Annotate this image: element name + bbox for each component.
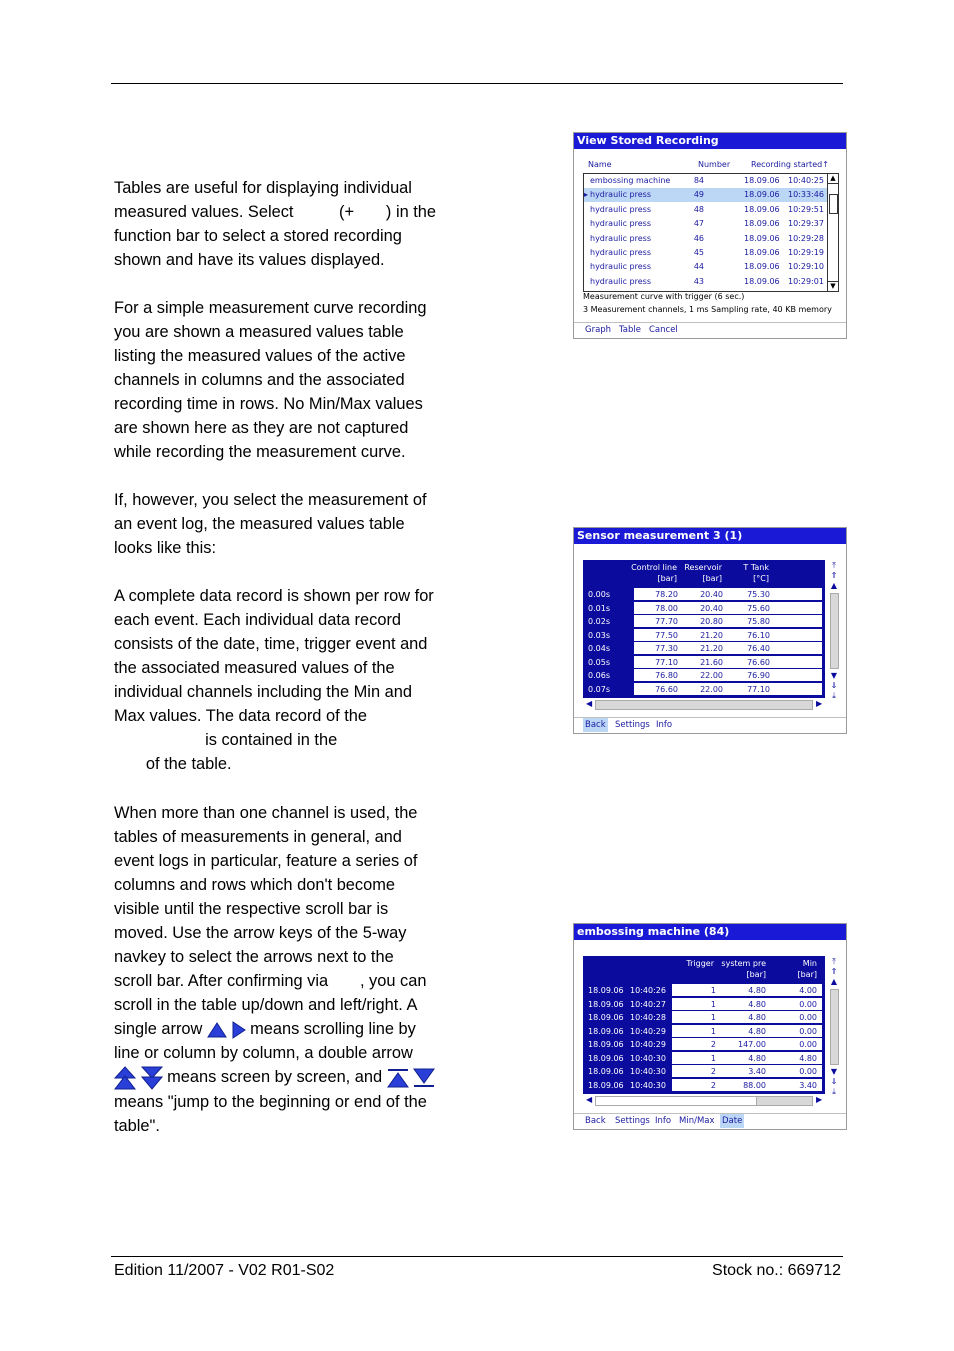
- text-line: columns and rows which don't become: [114, 876, 396, 894]
- table-row[interactable]: [584, 1065, 824, 1078]
- cell-value: 77.30: [655, 644, 678, 653]
- function-min-max-button[interactable]: Min/Max: [679, 1116, 715, 1126]
- cell-name: hydraulic press: [590, 262, 651, 272]
- cell-value: 4.80: [748, 1013, 766, 1022]
- function-bar: [574, 322, 846, 337]
- cell-number: 44: [693, 262, 704, 272]
- table-row[interactable]: [584, 615, 824, 628]
- cell-date: 18.09.06: [744, 176, 780, 185]
- column-header: [°C]: [753, 574, 769, 583]
- text-line: looks like this:: [114, 539, 217, 557]
- row-values: [634, 588, 822, 601]
- text-line: scroll bar. After confirming via , you can: [114, 972, 427, 990]
- cell-value: 20.40: [700, 590, 723, 599]
- scroll-up-icon[interactable]: ▲: [828, 174, 838, 184]
- row-values: [634, 602, 822, 615]
- row-values: [672, 1079, 822, 1092]
- row-values: [672, 1065, 822, 1078]
- jump-top-icon[interactable]: ⤒: [832, 561, 836, 570]
- text-line: while recording the measurement curve.: [114, 443, 406, 461]
- row-values: [672, 1052, 822, 1065]
- text-line: an event log, the measured values table: [114, 515, 405, 533]
- column-header: [bar]: [797, 970, 817, 979]
- function-cancel-button[interactable]: Cancel: [649, 325, 678, 335]
- cell-number: 45: [693, 248, 704, 257]
- list-item[interactable]: [584, 174, 827, 188]
- vertical-scrollbar[interactable]: [827, 174, 838, 291]
- row-label: 0.07s: [588, 684, 610, 694]
- text-line: is contained in the: [114, 731, 338, 749]
- jump-to-beginning-icon: [387, 1068, 409, 1088]
- cell-value: 1: [710, 1013, 716, 1022]
- double-arrow-up-icon: [114, 1066, 136, 1090]
- cell-value: 22.00: [700, 671, 723, 680]
- function-settings-button[interactable]: Settings: [615, 1116, 650, 1126]
- arrow-right-icon: [232, 1021, 246, 1039]
- function-settings-button[interactable]: Settings: [615, 720, 650, 730]
- cell-value: 1: [710, 1026, 716, 1036]
- column-header: T Tank: [743, 563, 769, 572]
- double-arrow-down-icon: [141, 1066, 163, 1090]
- row-label: 18.09.06: [588, 1067, 624, 1076]
- cell-value: 4.80: [748, 986, 766, 995]
- text-line: shown and have its values displayed.: [114, 251, 385, 269]
- cell-time: 10:29:51: [788, 204, 824, 214]
- column-header: Control line: [631, 563, 677, 572]
- cell-value: 1: [710, 986, 716, 995]
- cell-value: 1: [710, 1053, 716, 1063]
- cell-value: 4.00: [799, 986, 817, 995]
- cell-time: 10:40:25: [788, 176, 824, 185]
- screen-title: View Stored Recording: [574, 133, 846, 149]
- text-line: scroll in the table up/down and left/right. A: [114, 996, 418, 1014]
- cell-date: 18.09.06: [744, 233, 780, 243]
- jump-to-end-icon: [413, 1068, 435, 1088]
- text-line: channels in columns and the associated: [114, 371, 405, 389]
- row-values: [672, 984, 822, 997]
- table-row[interactable]: [584, 1079, 824, 1092]
- row-label: 10:40:26: [630, 986, 666, 995]
- column-header: [bar]: [702, 574, 722, 583]
- function-bar: [574, 717, 846, 732]
- row-label: 18.09.06: [588, 986, 624, 995]
- scroll-left-icon[interactable]: ◀: [586, 1095, 593, 1104]
- horizontal-scroll-thumb[interactable]: [596, 1097, 757, 1105]
- cell-name: embossing machine: [590, 176, 671, 185]
- cell-value: 76.40: [747, 644, 770, 653]
- cell-value: 147.00: [738, 1040, 766, 1049]
- paragraph-3: [114, 488, 474, 560]
- row-label: 10:40:27: [630, 999, 666, 1009]
- row-values: [672, 1025, 822, 1038]
- cell-value: 21.20: [700, 644, 723, 653]
- cell-time: 10:29:01: [788, 276, 824, 286]
- text-line: Max values. The data record of the: [114, 707, 367, 725]
- horizontal-scrollbar[interactable]: [595, 700, 813, 710]
- column-header: Min: [802, 959, 817, 968]
- cell-value: 3.40: [799, 1080, 817, 1090]
- horizontal-scrollbar[interactable]: [595, 1096, 813, 1106]
- text-line: consists of the date, time, trigger event and: [114, 635, 428, 653]
- text-line: visible until the respective scroll bar is: [114, 900, 389, 918]
- row-values: [634, 615, 822, 628]
- function-bar: [574, 1113, 846, 1128]
- view-stored-recording-screen: [573, 132, 847, 339]
- function-table-button[interactable]: Table: [619, 325, 641, 335]
- text-line: recording time in rows. No Min/Max values: [114, 395, 423, 413]
- row-label: 10:40:28: [630, 1013, 666, 1022]
- cell-time: 10:29:28: [788, 233, 824, 243]
- column-header: [bar]: [746, 970, 766, 979]
- cell-date: 18.09.06: [744, 262, 780, 272]
- cell-value: 2: [710, 1040, 716, 1049]
- cell-number: 48: [693, 204, 704, 214]
- row-label: 10:40:30: [630, 1053, 666, 1063]
- cell-value: 77.50: [655, 630, 678, 640]
- list-item[interactable]: [584, 275, 827, 289]
- event-log-screen: [573, 923, 847, 1130]
- cell-name: hydraulic press: [590, 276, 651, 286]
- recording-list[interactable]: [583, 173, 839, 292]
- text-line: A complete data record is shown per row for: [114, 587, 434, 605]
- cell-time: 10:29:19: [788, 248, 824, 257]
- row-values: [634, 656, 822, 669]
- cell-number: 84: [693, 176, 704, 185]
- cell-value: 4.80: [748, 1053, 766, 1063]
- cell-time: 10:33:46: [788, 190, 824, 200]
- column-header-name: Name: [588, 160, 612, 169]
- column-header: [bar]: [657, 574, 677, 583]
- paragraph-1: [114, 176, 474, 272]
- function-info-button[interactable]: Info: [655, 1116, 672, 1126]
- table-row[interactable]: [584, 629, 824, 642]
- row-label: 0.04s: [588, 644, 610, 653]
- row-label: 10:40:30: [630, 1080, 666, 1090]
- page-down-icon[interactable]: ⇓: [830, 1077, 838, 1086]
- cell-value: 20.40: [700, 603, 723, 613]
- row-values: [672, 1038, 822, 1051]
- cell-value: 0.00: [799, 999, 817, 1009]
- page-up-icon[interactable]: ⇑: [830, 967, 838, 976]
- list-item[interactable]: [584, 203, 827, 217]
- cell-value: 4.80: [748, 1026, 766, 1036]
- cell-number: 47: [693, 219, 704, 229]
- jump-top-icon[interactable]: ⤒: [832, 957, 836, 966]
- cell-value: 77.10: [655, 657, 678, 667]
- cell-value: 77.10: [747, 684, 770, 694]
- cell-value: 20.80: [700, 617, 723, 626]
- list-item[interactable]: [584, 246, 827, 260]
- cell-value: 2: [710, 1080, 716, 1090]
- text-line: of the table.: [114, 755, 232, 773]
- function-back-button[interactable]: Back: [585, 1116, 606, 1126]
- paragraph-2: [114, 296, 474, 464]
- table-row[interactable]: [584, 1011, 824, 1024]
- table-row[interactable]: [584, 1025, 824, 1038]
- cell-date: 18.09.06: [744, 204, 780, 214]
- table-row[interactable]: [584, 669, 824, 682]
- table-row[interactable]: [584, 602, 824, 615]
- row-label: 18.09.06: [588, 1080, 624, 1090]
- line-down-icon[interactable]: ▼: [830, 671, 838, 680]
- text-line: navkey to select the arrows next to the: [114, 948, 394, 966]
- table-row[interactable]: [584, 588, 824, 601]
- text-line: measured values. Select (+ ) in the: [114, 203, 437, 221]
- cell-value: 77.70: [655, 617, 678, 626]
- vertical-scroll-track[interactable]: [830, 593, 839, 669]
- cell-name: hydraulic press: [590, 233, 651, 243]
- cell-time: 10:29:37: [788, 219, 824, 229]
- column-header-started: Recording started↑: [751, 160, 829, 169]
- list-item[interactable]: [584, 260, 827, 274]
- cell-value: 4.80: [748, 999, 766, 1009]
- cell-value: 1: [710, 999, 716, 1009]
- line-down-icon[interactable]: ▼: [830, 1067, 838, 1076]
- row-values: [634, 629, 822, 642]
- cell-date: 18.09.06: [744, 190, 780, 200]
- screen-title: Sensor measurement 3 (1): [574, 528, 846, 544]
- cell-value: 0.00: [799, 1013, 817, 1022]
- function-info-button[interactable]: Info: [656, 720, 673, 730]
- measured-values-table[interactable]: [583, 560, 825, 698]
- text-line: Tables are useful for displaying individual: [114, 179, 412, 197]
- row-label: 0.06s: [588, 671, 610, 680]
- text-line: function bar to select a stored recording: [114, 227, 402, 245]
- cell-value: 76.60: [655, 684, 678, 694]
- cell-value: 4.80: [799, 1053, 817, 1063]
- cell-value: 75.60: [747, 603, 770, 613]
- cell-date: 18.09.06: [744, 276, 780, 286]
- cell-number: 49: [693, 190, 704, 200]
- jump-bottom-icon[interactable]: ⤓: [832, 691, 836, 700]
- scroll-right-icon[interactable]: ▶: [816, 699, 823, 708]
- header-rule: [111, 83, 843, 84]
- cell-name: hydraulic press: [590, 190, 651, 200]
- row-values: [634, 683, 822, 696]
- row-values: [634, 669, 822, 682]
- row-values: [672, 1011, 822, 1024]
- row-label: 0.00s: [588, 590, 610, 599]
- row-label: 18.09.06: [588, 999, 624, 1009]
- recording-info-1: Measurement curve with trigger (6 sec.): [583, 292, 745, 301]
- text-line: If, however, you select the measurement of: [114, 491, 427, 509]
- scroll-left-icon[interactable]: ◀: [586, 699, 593, 708]
- table-row[interactable]: [584, 998, 824, 1011]
- footer-rule: [111, 1256, 843, 1257]
- cell-value: 0.00: [799, 1067, 817, 1076]
- row-label: 0.03s: [588, 630, 610, 640]
- event-log-table[interactable]: [583, 956, 825, 1094]
- table-row[interactable]: [584, 984, 824, 997]
- page-up-icon[interactable]: ⇑: [830, 571, 838, 580]
- line-up-icon[interactable]: ▲: [830, 581, 838, 590]
- scroll-right-icon[interactable]: ▶: [816, 1095, 823, 1104]
- column-header-number: Number: [698, 160, 731, 169]
- line-up-icon[interactable]: ▲: [830, 977, 838, 986]
- cell-number: 46: [693, 233, 704, 243]
- cell-value: 88.00: [743, 1080, 766, 1090]
- page-down-icon[interactable]: ⇓: [830, 681, 838, 690]
- table-scroll-arrows[interactable]: [828, 561, 840, 700]
- cell-time: 10:29:10: [788, 262, 824, 272]
- column-header: Reservoir: [684, 563, 722, 572]
- row-label: 0.05s: [588, 657, 610, 667]
- list-item[interactable]: [584, 232, 827, 246]
- cell-value: 21.60: [700, 657, 723, 667]
- jump-bottom-icon[interactable]: ⤓: [832, 1087, 836, 1096]
- screen-title: embossing machine (84): [574, 924, 846, 940]
- footer-stock-number: Stock no.: 669712: [712, 1262, 841, 1279]
- cell-value: 75.30: [747, 590, 770, 599]
- cell-date: 18.09.06: [744, 248, 780, 257]
- paragraph-5: [114, 801, 474, 1017]
- text-line: you are shown a measured values table: [114, 323, 404, 341]
- text-line: tables of measurements in general, and: [114, 828, 402, 846]
- scroll-down-icon[interactable]: ▼: [828, 281, 838, 291]
- text-line: When more than one channel is used, the: [114, 804, 418, 822]
- cell-value: 78.00: [655, 603, 678, 613]
- column-header: system pre: [721, 959, 766, 968]
- cell-value: 76.80: [655, 671, 678, 680]
- row-values: [672, 998, 822, 1011]
- function-date-button[interactable]: Date: [722, 1116, 743, 1126]
- row-label: 18.09.06: [588, 1053, 624, 1063]
- scroll-thumb[interactable]: [829, 194, 838, 214]
- function-graph-button[interactable]: Graph: [585, 325, 612, 335]
- row-label: 0.02s: [588, 617, 610, 626]
- table-row[interactable]: [584, 683, 824, 696]
- table-row[interactable]: [584, 1052, 824, 1065]
- cell-value: 76.10: [747, 630, 770, 640]
- cell-name: hydraulic press: [590, 219, 651, 229]
- text-line: are shown here as they are not captured: [114, 419, 409, 437]
- table-row[interactable]: [584, 642, 824, 655]
- row-label: 0.01s: [588, 603, 610, 613]
- row-label: 10:40:29: [630, 1026, 666, 1036]
- recording-info-2: 3 Measurement channels, 1 ms Sampling rate, 40 KB memory: [583, 305, 832, 314]
- cell-value: 78.20: [655, 590, 678, 599]
- arrow-paragraph: single arrow means scrolling line by line or column by column, a double arrow means screen by screen, and means "jump to the beginning or end of the table".: [114, 1017, 474, 1138]
- function-back-button[interactable]: Back: [585, 720, 606, 730]
- row-label: 10:40:29: [630, 1040, 666, 1049]
- paragraph-4: [114, 584, 474, 776]
- cell-value: 22.00: [700, 684, 723, 694]
- cell-date: 18.09.06: [744, 219, 780, 229]
- list-item[interactable]: [584, 188, 827, 202]
- table-scroll-arrows[interactable]: [828, 957, 840, 1096]
- cell-value: 0.00: [799, 1026, 817, 1036]
- text-line: listing the measured values of the active: [114, 347, 406, 365]
- row-label: 18.09.06: [588, 1026, 624, 1036]
- footer-edition: Edition 11/2007 - V02 R01-S02: [114, 1262, 335, 1279]
- cell-value: 21.20: [700, 630, 723, 640]
- cell-value: 0.00: [799, 1040, 817, 1049]
- selection-marker-icon: ▸: [584, 190, 589, 200]
- cell-name: hydraulic press: [590, 248, 651, 257]
- text-line: the associated measured values of the: [114, 659, 395, 677]
- cell-value: 76.90: [747, 671, 770, 680]
- cell-number: 43: [693, 276, 704, 286]
- arrow-up-icon: [207, 1022, 227, 1038]
- row-label: 18.09.06: [588, 1040, 624, 1049]
- cell-value: 3.40: [748, 1067, 766, 1076]
- table-row[interactable]: [584, 656, 824, 669]
- sensor-measurement-screen: [573, 527, 847, 734]
- cell-value: 75.80: [747, 617, 770, 626]
- text-line: individual channels including the Min and: [114, 683, 412, 701]
- text-line: event logs in particular, feature a series of: [114, 852, 418, 870]
- cell-value: 2: [710, 1067, 716, 1076]
- text-line: moved. Use the arrow keys of the 5-way: [114, 924, 407, 942]
- text-line: each event. Each individual data record: [114, 611, 402, 629]
- text-line: For a simple measurement curve recording: [114, 299, 427, 317]
- cell-name: hydraulic press: [590, 204, 651, 214]
- row-label: 18.09.06: [588, 1013, 624, 1022]
- row-label: 10:40:30: [630, 1067, 666, 1076]
- column-header: Trigger: [686, 959, 714, 968]
- list-item[interactable]: [584, 217, 827, 231]
- cell-value: 76.60: [747, 657, 770, 667]
- row-values: [634, 642, 822, 655]
- vertical-scroll-track[interactable]: [830, 989, 839, 1065]
- table-row[interactable]: [584, 1038, 824, 1051]
